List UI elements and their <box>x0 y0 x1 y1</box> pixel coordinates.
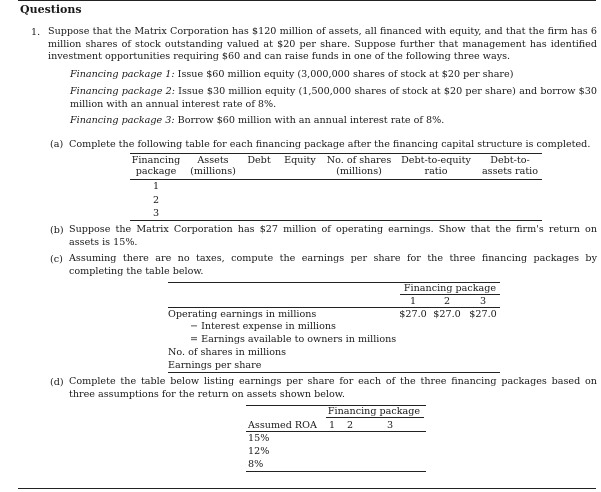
group-header: Financing package <box>327 406 421 417</box>
financing-package-2 <box>70 86 597 111</box>
table-row: 8% <box>248 459 264 470</box>
part-b-text: Suppose the Matrix Corporation has $27 million of operating earnings. Show that the firm's return on assets is 15%. <box>69 224 597 248</box>
cell-value: $27.0 <box>469 309 497 320</box>
part-a-label: (a) <box>50 139 64 150</box>
table-top-rule <box>130 153 542 154</box>
part-b-label: (b) <box>50 225 64 236</box>
table-header-rule <box>246 431 426 432</box>
col-header-financing-package: Financing package <box>131 155 181 177</box>
table-row: 1 <box>152 181 160 192</box>
package-text: Issue $30 million equity (1,500,000 shares of stock at $20 per share) and borrow $30 million with an annual interest rate of 8%. <box>70 86 597 110</box>
package-number: 3 <box>386 420 394 431</box>
top-rule <box>18 0 596 1</box>
page-heading: Questions <box>20 3 82 16</box>
row-header-assumed-roa: Assumed ROA <box>248 420 317 431</box>
package-text: Borrow $60 million with an annual interest rate of 8%. <box>177 115 445 126</box>
package-number: 3 <box>479 296 487 307</box>
col-header-debt-to-assets: Debt-to- assets ratio <box>481 155 539 177</box>
package-text: Issue $60 million equity (3,000,000 shares of stock at $20 per share) <box>177 69 514 80</box>
financing-package-3 <box>70 115 597 128</box>
group-header: Financing package <box>403 283 497 294</box>
col-header-equity: Equity <box>284 155 316 166</box>
financing-package-1 <box>70 69 597 82</box>
col-header-debt: Debt <box>247 155 271 166</box>
part-c-text: Assuming there are no taxes, compute the earnings per share for the three financing packages by completing the table below. <box>69 253 597 277</box>
row-label-shares: No. of shares in millions <box>168 347 287 358</box>
bottom-rule <box>18 488 596 489</box>
question-intro: Suppose that the Matrix Corporation has $120 million of assets, all financed with equity, and that the firm has 6 million shares of stock outstanding valued at $20 per share. Suppose further that management has identified investment opportunities requiring $60 and can raise funds in one of the following three ways. <box>48 26 597 63</box>
table-bottom-rule <box>130 220 542 221</box>
table-row: 15% <box>248 433 270 444</box>
question-number: 1. <box>31 27 41 38</box>
row-label-eps: Earnings per share <box>168 360 262 371</box>
package-number: 1 <box>328 420 336 431</box>
row-label-operating-earnings: Operating earnings in millions <box>168 309 317 320</box>
package-number: 1 <box>409 296 417 307</box>
row-label-interest-expense: − Interest expense in millions <box>190 321 336 332</box>
row-label-earnings-available: = Earnings available to owners in millions <box>190 334 397 345</box>
part-a-text: Complete the following table for each financing package after the financing capital structure is completed. <box>69 139 591 150</box>
col-header-assets: Assets (millions) <box>190 155 236 177</box>
col-header-debt-to-equity: Debt-to-equity ratio <box>401 155 471 177</box>
package-label: Financing package 1: <box>70 69 175 80</box>
cell-value: $27.0 <box>433 309 461 320</box>
table-header-rule <box>168 307 500 308</box>
table-header-rule <box>130 179 542 180</box>
package-number: 2 <box>443 296 451 307</box>
col-header-shares: No. of shares (millions) <box>326 155 392 177</box>
part-c-label: (c) <box>50 254 63 265</box>
package-label: Financing package 2: <box>70 86 175 97</box>
table-row: 12% <box>248 446 270 457</box>
part-d-text: Complete the table below listing earnings per share for each of the three financing packages based on three assumptions for the return on assets shown below. <box>69 376 597 400</box>
package-label: Financing package 3: <box>70 115 175 126</box>
table-row: 3 <box>152 208 160 219</box>
cell-value: $27.0 <box>399 309 427 320</box>
package-number: 2 <box>346 420 354 431</box>
table-row: 2 <box>152 195 160 206</box>
group-header-rule <box>400 294 500 295</box>
part-d-label: (d) <box>50 377 64 388</box>
table-bottom-rule <box>246 471 426 472</box>
table-bottom-rule <box>168 372 500 373</box>
group-header-rule <box>326 417 424 418</box>
